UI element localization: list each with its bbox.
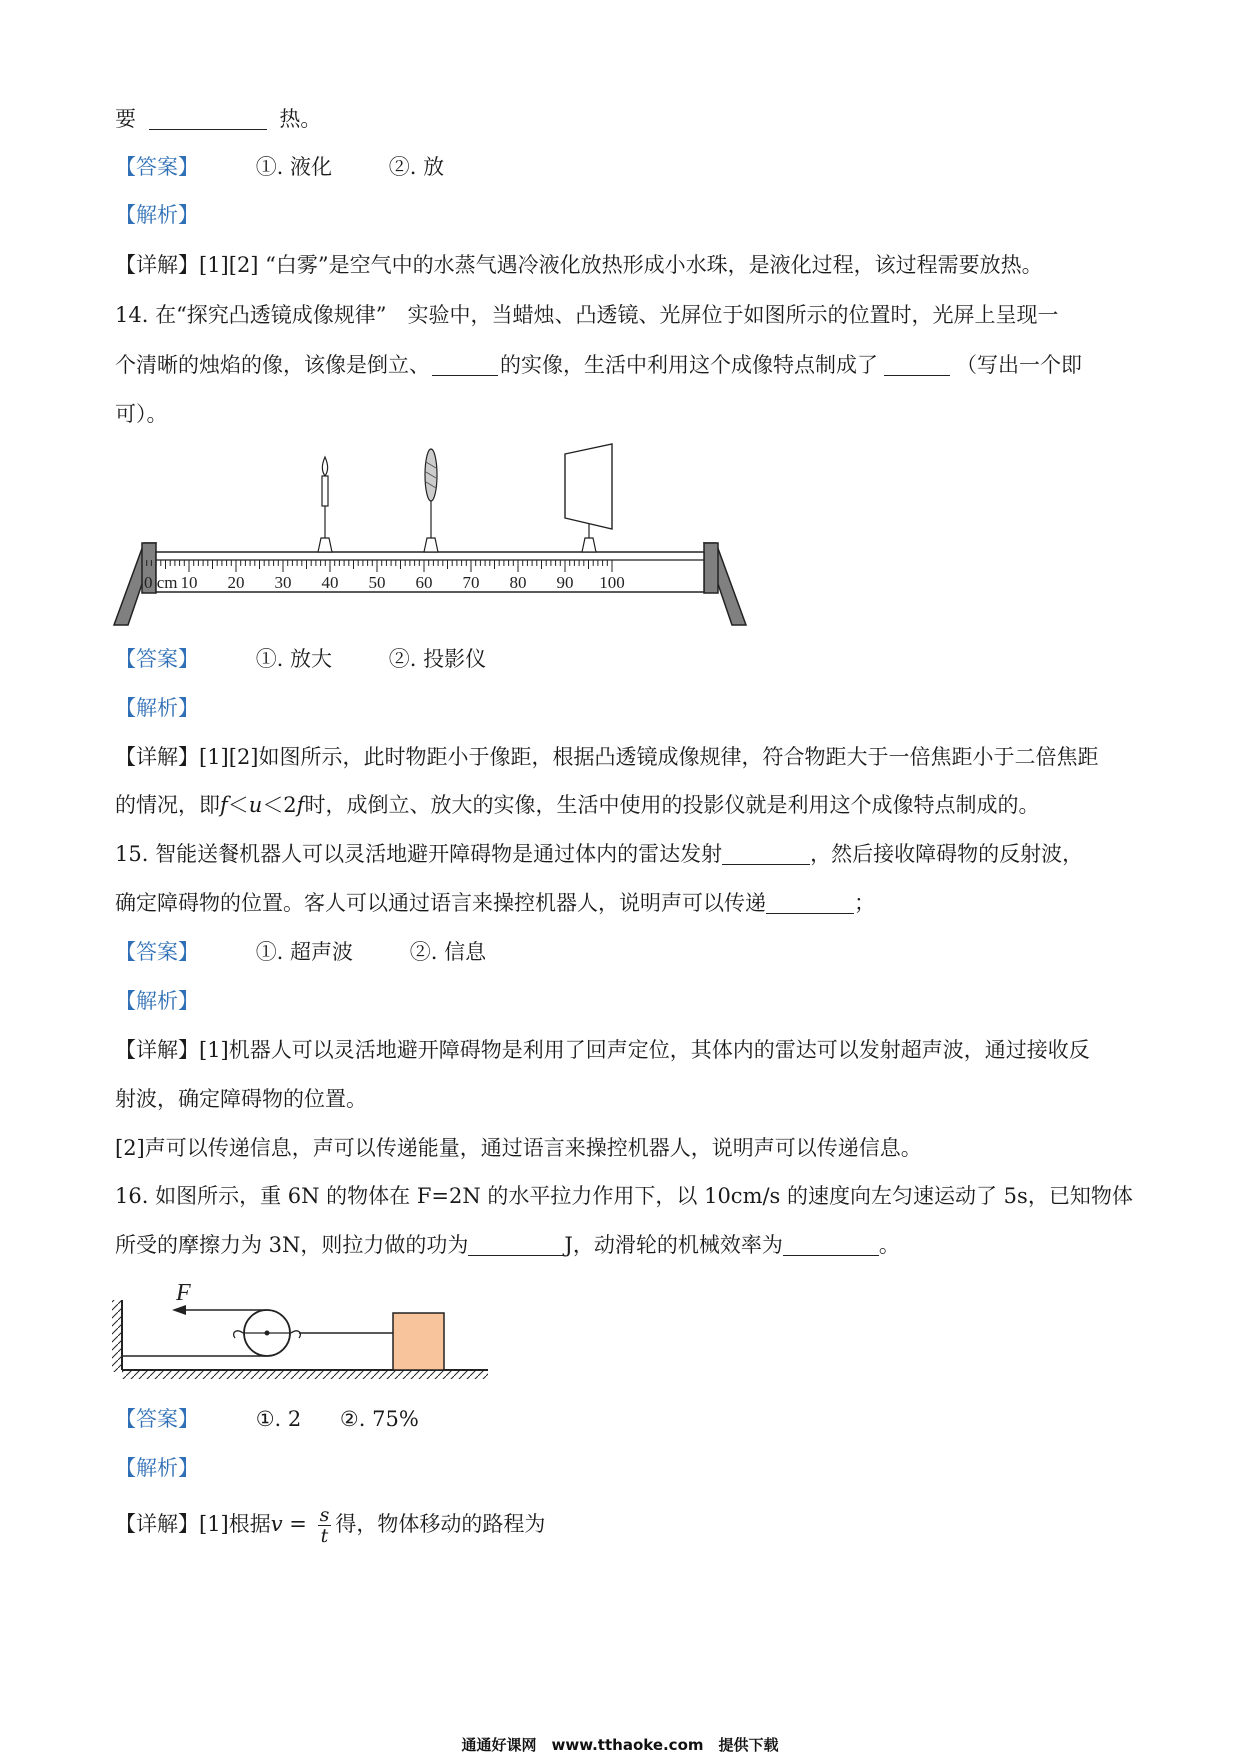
ruler-scale-label: 10 bbox=[180, 573, 198, 592]
page-footer: 通通好课网 www.tthaoke.com 提供下载 bbox=[461, 1736, 779, 1754]
q15-detail-line3: [2]声可以传递信息，声可以传递能量，通过语言来操控机器人，说明声可以传递信息。 bbox=[115, 1136, 922, 1160]
q13-fill-line bbox=[115, 104, 321, 134]
var-f: f bbox=[220, 793, 228, 817]
floor-hatch bbox=[122, 1370, 488, 1379]
detail-tag: 【详解】 bbox=[115, 1038, 199, 1062]
q16-stem-line2 bbox=[115, 1230, 900, 1260]
q15-analysis-tag: 【解析】 bbox=[115, 989, 199, 1013]
q16-blank-1[interactable] bbox=[468, 1233, 564, 1256]
q16-analysis-tag: 【解析】 bbox=[115, 1456, 199, 1480]
answer-tag: 【答案】 bbox=[115, 1407, 199, 1431]
answer-1: ①. 放大 bbox=[255, 647, 333, 671]
q14-text-a: 个清晰的烛焰的像，该像是倒立、 bbox=[115, 353, 430, 377]
q15-detail-line2: 射波，确定障碍物的位置。 bbox=[115, 1087, 367, 1111]
answer-1: ①. 液化 bbox=[255, 155, 333, 179]
q15-text-b: ，然后接收障碍物的反射波， bbox=[810, 842, 1084, 866]
q15-stem-line1 bbox=[115, 839, 1083, 869]
ruler-scale-label: 30 bbox=[274, 573, 292, 592]
q15-stem-line2 bbox=[115, 888, 875, 918]
q16-text-b: J，动滑轮的机械效率为 bbox=[564, 1233, 783, 1257]
q13-analysis-tag: 【解析】 bbox=[115, 203, 199, 227]
q16-answer bbox=[115, 1404, 419, 1434]
q16-blank-2[interactable] bbox=[783, 1233, 879, 1256]
equals: = bbox=[282, 1512, 314, 1536]
q14-analysis-tag: 【解析】 bbox=[115, 696, 199, 720]
q15-detail-line1 bbox=[115, 1035, 1090, 1065]
less-than: ＜ bbox=[227, 793, 249, 817]
answer-1: ①. 超声波 bbox=[255, 940, 354, 964]
detail-text-a: 的情况，即 bbox=[115, 793, 220, 817]
var-u: u bbox=[248, 793, 263, 817]
answer-tag: 【答案】 bbox=[115, 647, 199, 671]
numerator: s bbox=[319, 1504, 330, 1526]
detail-text: [1][2] “白雾”是空气中的水蒸气遇冷液化放热形成小水珠，是液化过程，该过程需要放热。 bbox=[199, 253, 1043, 277]
answer-2: ②. 75% bbox=[339, 1407, 419, 1431]
ruler-scale-label: 100 bbox=[599, 573, 625, 592]
q14-blank-1[interactable] bbox=[432, 353, 498, 376]
fraction-s-over-t bbox=[318, 1505, 332, 1546]
q15-text-a: 15. 智能送餐机器人可以灵活地避开障碍物是通过体内的雷达发射 bbox=[115, 842, 723, 866]
answer-2: ②. 信息 bbox=[409, 940, 487, 964]
detail-tag: 【详解】 bbox=[115, 745, 199, 769]
detail-text: [1][2]如图所示，此时物距小于像距，根据凸透镜成像规律，符合物距大于一倍焦距小于二倍焦距 bbox=[199, 745, 1099, 769]
detail-text-b: 得，物体移动的路程为 bbox=[335, 1512, 546, 1536]
pulley-figure bbox=[110, 1272, 490, 1382]
convex-lens bbox=[424, 449, 438, 552]
detail-text-a: [1]根据 bbox=[199, 1512, 271, 1536]
q14-detail-line1 bbox=[115, 742, 1099, 772]
q14-blank-2[interactable] bbox=[884, 353, 950, 376]
q13-suffix: 热。 bbox=[279, 107, 322, 131]
answer-2: ②. 放 bbox=[388, 155, 445, 179]
ruler-scale-label: 40 bbox=[321, 573, 339, 592]
q14-detail-line2 bbox=[115, 790, 1039, 820]
q15-blank-2[interactable] bbox=[766, 891, 854, 914]
candle bbox=[318, 457, 332, 552]
q13-blank[interactable] bbox=[149, 107, 267, 130]
ruler-scale-label: 20 bbox=[227, 573, 245, 592]
ruler-scale-label: 70 bbox=[462, 573, 480, 592]
q15-text-c: 确定障碍物的位置。客人可以通过语言来操控机器人，说明声可以传递 bbox=[115, 891, 766, 915]
bench-right-end bbox=[704, 543, 718, 593]
q14-stem-line1: 14. 在“探究凸透镜成像规律” 实验中，当蜡烛、凸透镜、光屏位于如图所示的位置时，光屏上呈现一 bbox=[115, 303, 1059, 327]
q14-text-c: （写出一个即 bbox=[956, 353, 1082, 377]
ruler-scale-label: 60 bbox=[415, 573, 433, 592]
var-v: v bbox=[270, 1512, 283, 1536]
q14-stem-line2 bbox=[115, 350, 1082, 380]
answer-tag: 【答案】 bbox=[115, 940, 199, 964]
q13-answer bbox=[115, 152, 444, 182]
q14-stem-line3: 可）。 bbox=[115, 402, 168, 426]
q16-stem-line1: 16. 如图所示，重 6N 的物体在 F=2N 的水平拉力作用下，以 10cm/s 的速度向左匀速运动了 5s，已知物体 bbox=[115, 1184, 1133, 1208]
ruler-scale-label: 50 bbox=[368, 573, 386, 592]
denominator: t bbox=[320, 1525, 329, 1547]
less-than-2: ＜2 bbox=[262, 793, 297, 817]
ruler-scale-label: 90 bbox=[556, 573, 574, 592]
light-screen bbox=[565, 444, 612, 552]
ruler-scale-label: 0 cm bbox=[144, 573, 178, 592]
q14-text-b: 的实像，生活中利用这个成像特点制成了 bbox=[500, 353, 878, 377]
block bbox=[393, 1313, 444, 1370]
detail-text: [1]机器人可以灵活地避开障碍物是利用了回声定位，其体内的雷达可以发射超声波，通过接收反 bbox=[199, 1038, 1090, 1062]
q16-text-a: 所受的摩擦力为 3N，则拉力做的功为 bbox=[115, 1233, 469, 1257]
q15-text-d: ； bbox=[854, 891, 875, 915]
detail-tag: 【详解】 bbox=[115, 253, 199, 277]
q15-answer bbox=[115, 937, 486, 967]
answer-1: ①. 2 bbox=[255, 1407, 302, 1431]
force-arrow-head bbox=[172, 1305, 186, 1315]
q13-prefix: 要 bbox=[115, 107, 136, 131]
detail-tag: 【详解】 bbox=[115, 1512, 199, 1536]
answer-tag: 【答案】 bbox=[115, 155, 199, 179]
detail-text-b: 时，成倒立、放大的实像，生活中使用的投影仪就是利用这个成像特点制成的。 bbox=[304, 793, 1040, 817]
wall-hatch bbox=[112, 1300, 121, 1372]
q14-answer bbox=[115, 644, 486, 674]
answer-2: ②. 投影仪 bbox=[388, 647, 487, 671]
q16-detail bbox=[115, 1505, 545, 1546]
q16-text-c: 。 bbox=[878, 1233, 900, 1257]
ruler-scale-label: 80 bbox=[509, 573, 527, 592]
optical-bench-figure bbox=[110, 440, 750, 635]
q15-blank-1[interactable] bbox=[722, 842, 810, 865]
q13-detail bbox=[115, 250, 1043, 280]
var-f-2: f bbox=[296, 793, 305, 817]
force-label: F bbox=[176, 1280, 191, 1306]
